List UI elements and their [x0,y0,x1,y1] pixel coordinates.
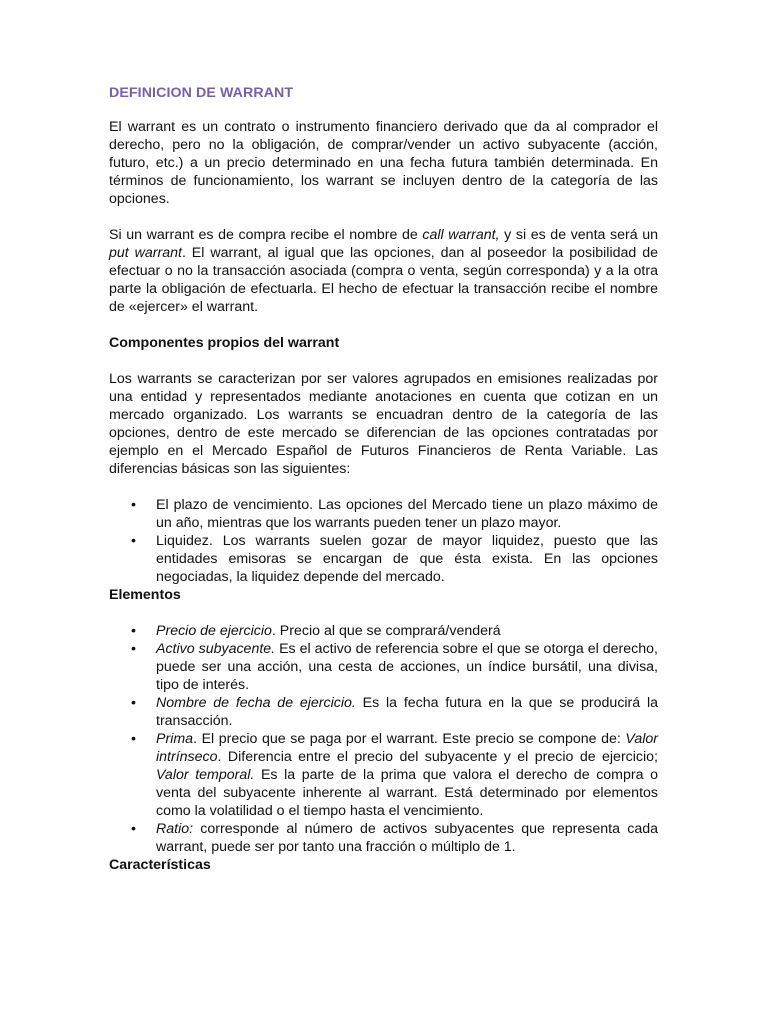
element-text: . Diferencia entre el precio del subyacente y el precio de ejercicio; [217,749,658,765]
element-text: Es la fecha futura en la que se producirá la transacción. [156,695,659,729]
element-text: . El precio que se paga por el warrant. Este precio se compone de: [193,731,626,747]
list-item [109,730,658,820]
intro-p2-text-c: . El warrant, al igual que las opciones, dan al poseedor la posibilidad de efectuar o no la transacción asociada (compra o venta, según corresponda) y a la otra parte la obligación de efectuarla. El hecho de efectuar la transacción recibe el nombre de «ejercer» el warrant. [109,245,658,315]
diferencias-list [109,496,658,586]
list-item [109,532,658,586]
list-item [109,496,658,532]
bullet-icon: • [131,641,136,657]
element-term: Nombre de fecha de ejercicio. [156,695,356,711]
list-item [109,622,658,640]
list-item-text: Liquidez. Los warrants suelen gozar de mayor liquidez, puesto que las entidades emisoras se encargan de que ésta exista. En las opciones negociadas, la liquidez depende del mercado. [156,533,658,585]
element-text: . Precio al que se comprará/venderá [271,623,501,639]
bullet-icon: • [131,497,136,513]
intro-p2-text-a: Si un warrant es de compra recibe el nombre de [109,227,423,243]
bullet-icon: • [131,623,136,639]
element-subterm: Valor temporal. [156,767,255,783]
list-item [109,640,658,694]
element-text: corresponde al número de activos subyacentes que representa cada warrant, puede ser por tanto una fracción o múltiplo de 1. [156,821,658,855]
intro-p2-text-b: y si es de venta será un [499,227,658,243]
elementos-heading: Elementos [109,587,181,603]
element-text: Es el activo de referencia sobre el que se otorga el derecho, puede ser una acción, una cesta de acciones, un índice bursátil, una divisa, tipo de interés. [156,641,658,693]
componentes-heading: Componentes propios del warrant [109,335,340,351]
document-title: DEFINICION DE WARRANT [109,85,294,101]
put-warrant-term: put warrant [109,245,182,261]
element-subterm: Valor intrínseco [156,731,658,765]
list-item [109,694,658,730]
element-term: Precio de ejercicio [156,623,272,639]
bullet-icon: • [131,695,136,711]
element-term: Activo subyacente. [156,641,276,657]
element-text: Es la parte de la prima que valora el derecho de compra o venta del subyacente inherente al warrant. Está determinado por elementos como la volatilidad o el tiempo hasta el vencimiento. [156,767,658,819]
bullet-icon: • [131,731,136,747]
intro-paragraph-2 [109,226,658,316]
element-term: Prima [156,731,194,747]
bullet-icon: • [131,821,136,837]
componentes-paragraph: Los warrants se caracterizan por ser valores agrupados en emisiones realizadas por una entidad y representados mediante anotaciones en cuenta que cotizan en un mercado organizado. Los warrants se encuadran dentro de la categoría de las opciones, dentro de este mercado se diferencian de las opciones contratadas por ejemplo en el Mercado Español de Futuros Financieros de Renta Variable. Las diferencias básicas son las siguientes: [109,371,658,477]
intro-paragraph-1: El warrant es un contrato o instrumento financiero derivado que da al comprador el derecho, pero no la obligación, de comprar/vender un activo subyacente (acción, futuro, etc.) a un precio determinado en una fecha futura también determinada. En términos de funcionamiento, los warrant se incluyen dentro de la categoría de las opciones. [109,119,658,207]
element-term: Ratio: [156,821,194,837]
list-item-text: El plazo de vencimiento. Las opciones del Mercado tiene un plazo máximo de un año, mientras que los warrants pueden tener un plazo mayor. [156,497,658,531]
bullet-icon: • [131,533,136,549]
call-warrant-term: call warrant, [422,227,500,243]
list-item [109,820,658,856]
elementos-list [109,622,658,856]
caracteristicas-heading: Características [109,857,211,873]
